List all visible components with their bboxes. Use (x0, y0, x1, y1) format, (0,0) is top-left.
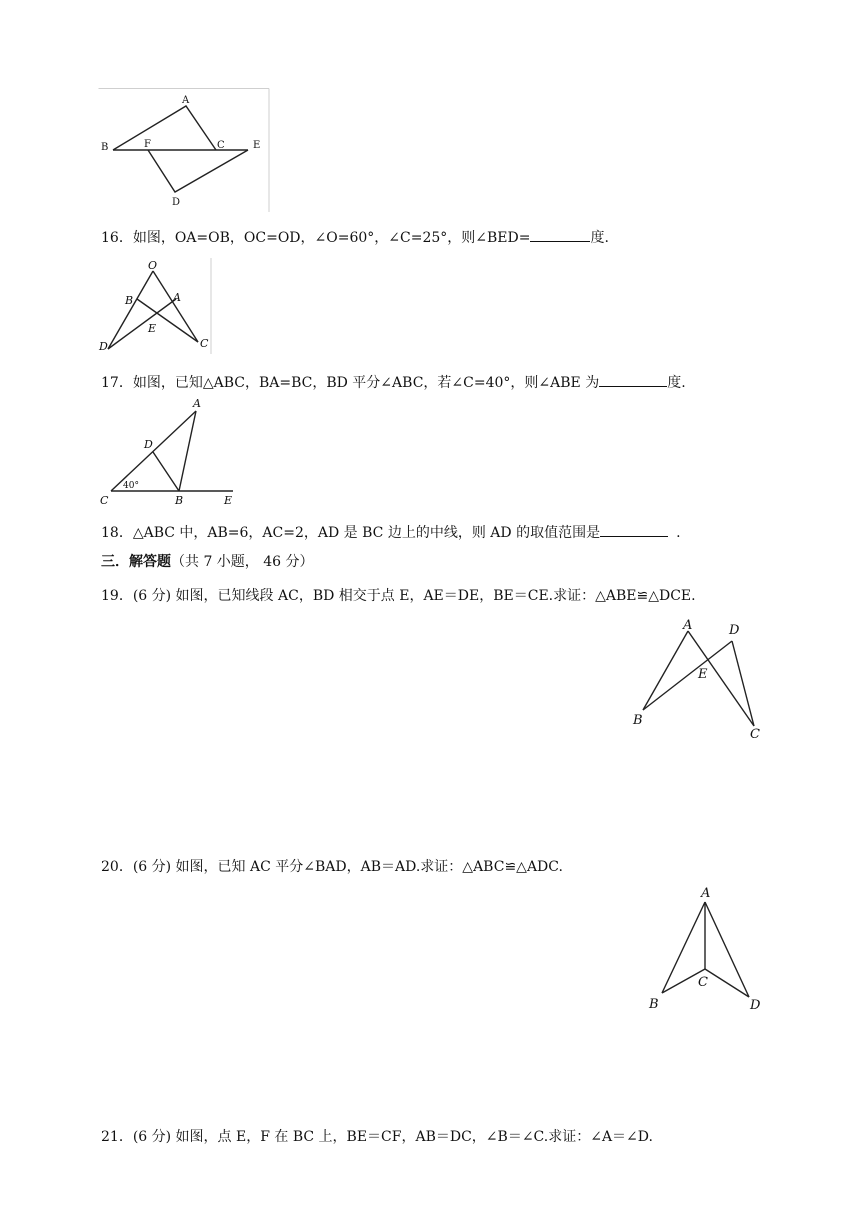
line-da (108, 299, 176, 349)
answer-blank-17[interactable] (599, 372, 667, 387)
line-ca (111, 411, 196, 491)
label-b: B (649, 997, 659, 1012)
question-16 (101, 227, 609, 247)
line-od (108, 271, 153, 349)
label-d: D (144, 438, 153, 451)
label-e: E (224, 494, 233, 507)
triangle-def-lines (148, 150, 248, 192)
label-e: E (253, 140, 261, 151)
label-a: A (173, 291, 181, 304)
question-18 (101, 522, 681, 542)
question-18-text: 18．△ABC 中，AB=6，AC=2，AD 是 BC 边上的中线，则 AD 的取值范围是 (101, 525, 601, 541)
section-title: 三．解答题 (101, 554, 171, 570)
question-17-suffix: 度. (667, 375, 686, 391)
label-b: B (175, 494, 184, 507)
line-dc (732, 641, 754, 726)
line-oc (153, 271, 198, 342)
question-20-text: 20．(6 分) 如图，已知 AC 平分∠BAD，AB＝AD.求证：△ABC≌△ADC. (101, 859, 563, 875)
label-b: B (633, 713, 643, 728)
figure-q17 (98, 396, 248, 508)
label-c: C (217, 140, 225, 151)
label-d: D (750, 998, 761, 1013)
label-c: C (200, 337, 209, 350)
label-e: E (698, 667, 708, 682)
question-21 (101, 1128, 653, 1146)
answer-blank-18[interactable] (600, 522, 668, 537)
question-16-suffix: 度. (590, 230, 609, 246)
angle-label: 40° (123, 481, 139, 491)
figure-q20 (640, 882, 770, 1018)
answer-blank-16[interactable] (530, 227, 590, 242)
section-info: （共 7 小题， 46 分） (171, 554, 314, 570)
question-18-suffix: . (676, 525, 681, 541)
figure-q19 (628, 616, 768, 742)
section-heading (101, 553, 314, 571)
label-a: A (193, 397, 201, 410)
label-d: D (99, 340, 108, 353)
label-a: A (683, 618, 693, 633)
label-a: A (701, 886, 711, 901)
question-16-text: 16．如图，OA=OB，OC=OD，∠O=60°，∠C=25°，则∠BED= (101, 230, 531, 246)
question-21-text: 21．(6 分) 如图，点 E，F 在 BC 上，BE＝CF，AB＝DC，∠B＝∠C.求证：∠A＝∠D. (101, 1129, 653, 1145)
question-20 (101, 858, 563, 876)
label-c: C (100, 494, 109, 507)
label-a: A (182, 95, 190, 106)
figure-q15 (98, 88, 270, 212)
label-o: O (148, 259, 158, 272)
label-e: E (148, 322, 157, 335)
question-19-text: 19．(6 分) 如图，已知线段 AC，BD 相交于点 E，AE＝DE，BE＝CE.求证：△ABE≌△DCE. (101, 588, 696, 604)
label-c: C (750, 727, 760, 742)
label-d: D (172, 197, 181, 208)
question-17 (101, 372, 686, 392)
line-ab (179, 411, 196, 491)
label-c: C (698, 975, 708, 990)
question-17-text: 17．如图，已知△ABC，BA=BC，BD 平分∠ABC，若∠C=40°，则∠ABE 为 (101, 375, 600, 391)
figure-q16 (98, 258, 212, 354)
line-ab (643, 631, 688, 710)
triangle-abc-lines (113, 106, 216, 150)
label-d: D (729, 623, 740, 638)
label-b: B (125, 294, 134, 307)
label-b: B (101, 142, 109, 153)
line-bd (153, 452, 179, 491)
question-19 (101, 587, 696, 605)
label-f: F (144, 139, 151, 150)
